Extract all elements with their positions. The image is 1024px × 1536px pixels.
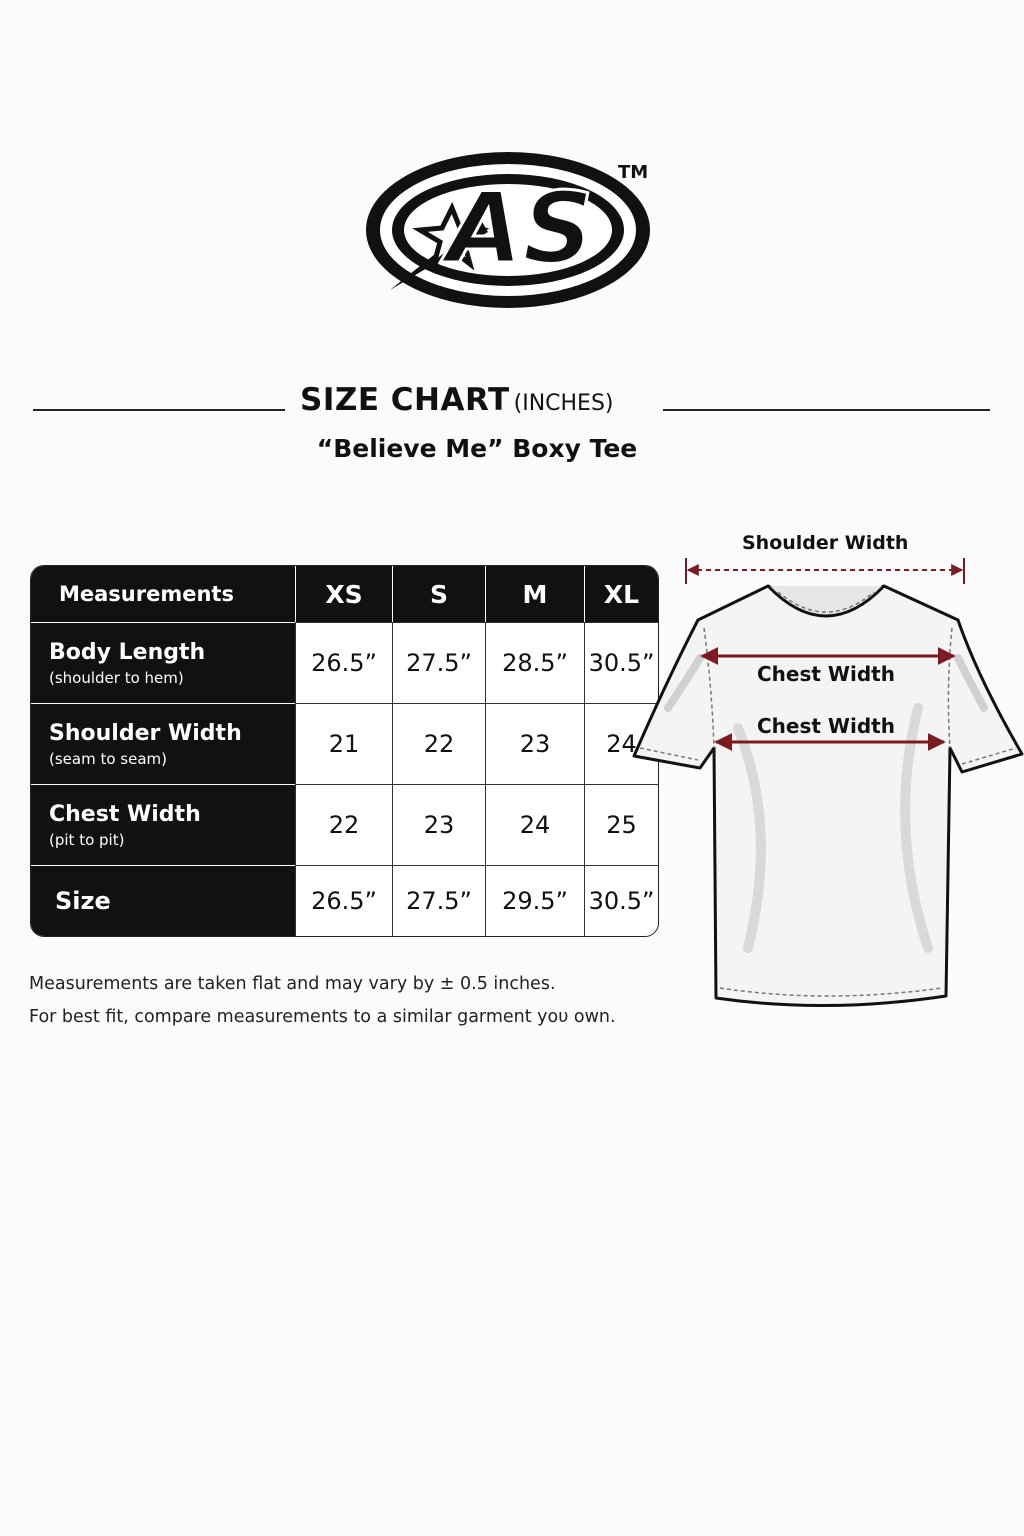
- size-header-xl: XL: [584, 566, 658, 622]
- table-cell: 24: [485, 784, 584, 865]
- table-cell: 29.5”: [485, 865, 584, 936]
- row-hint: (seam to seam): [49, 749, 167, 768]
- size-header-s: S: [392, 566, 485, 622]
- table-row: [31, 784, 658, 865]
- table-cell: 30.5”: [584, 622, 658, 703]
- logo-lettering: AS: [446, 172, 594, 286]
- table-header-row: [31, 566, 658, 622]
- row-label-size: [31, 865, 295, 936]
- trademark-mark: TM: [618, 162, 649, 183]
- shoulder-width-label: Shoulder Width: [742, 532, 909, 554]
- size-header-m: M: [485, 566, 584, 622]
- row-name: Size: [55, 887, 111, 915]
- measurements-header: Measurements: [31, 566, 295, 622]
- row-label-body-length: [31, 622, 295, 703]
- table-cell: 22: [392, 703, 485, 784]
- title-unit: (INCHES): [513, 391, 614, 416]
- measurement-notes: [29, 968, 616, 1034]
- table-cell: 23: [392, 784, 485, 865]
- tshirt-diagram: [628, 528, 1024, 1018]
- row-name: Body Length: [49, 639, 206, 665]
- chest-width-label: Chest Width: [757, 662, 895, 686]
- row-name: Shoulder Width: [49, 720, 242, 746]
- brand-logo: [360, 140, 660, 320]
- table-cell: 27.5”: [392, 865, 485, 936]
- table-cell: 24: [584, 703, 658, 784]
- note-line: For best fit, compare measurements to a similar garment yoυ own.: [29, 1007, 616, 1027]
- size-header-xs: XS: [295, 566, 392, 622]
- row-hint: (pit to pit): [49, 830, 125, 849]
- table-row: [31, 622, 658, 703]
- table-cell: 22: [295, 784, 392, 865]
- row-hint: (shoulder to hem): [49, 668, 184, 687]
- title-block: [300, 382, 660, 418]
- shoulder-width-arrow: [686, 558, 964, 584]
- table-cell: 30.5”: [584, 865, 658, 936]
- size-table: [30, 565, 659, 937]
- page-title: SIZE CHART: [300, 382, 510, 418]
- row-label-shoulder-width: [31, 703, 295, 784]
- table-cell: 23: [485, 703, 584, 784]
- tshirt-icon: [634, 586, 1022, 1006]
- title-rule-right: [663, 409, 990, 411]
- note-line: Measurements are taken flat and may vary by ± 0.5 inches.: [29, 974, 556, 994]
- logo-oval-mark: [366, 152, 650, 308]
- table-cell: 27.5”: [392, 622, 485, 703]
- chest-width-label: Chest Width: [757, 714, 895, 738]
- title-row: [0, 382, 1024, 432]
- row-label-chest-width: [31, 784, 295, 865]
- table-row: [31, 703, 658, 784]
- table-row: [31, 865, 658, 936]
- product-name: “Believe Me” Boxy Tee: [316, 434, 638, 463]
- row-name: Chest Width: [49, 801, 201, 827]
- title-rule-left: [33, 409, 285, 411]
- table-cell: 28.5”: [485, 622, 584, 703]
- table-cell: 26.5”: [295, 865, 392, 936]
- table-cell: 21: [295, 703, 392, 784]
- table-cell: 25: [584, 784, 658, 865]
- table-cell: 26.5”: [295, 622, 392, 703]
